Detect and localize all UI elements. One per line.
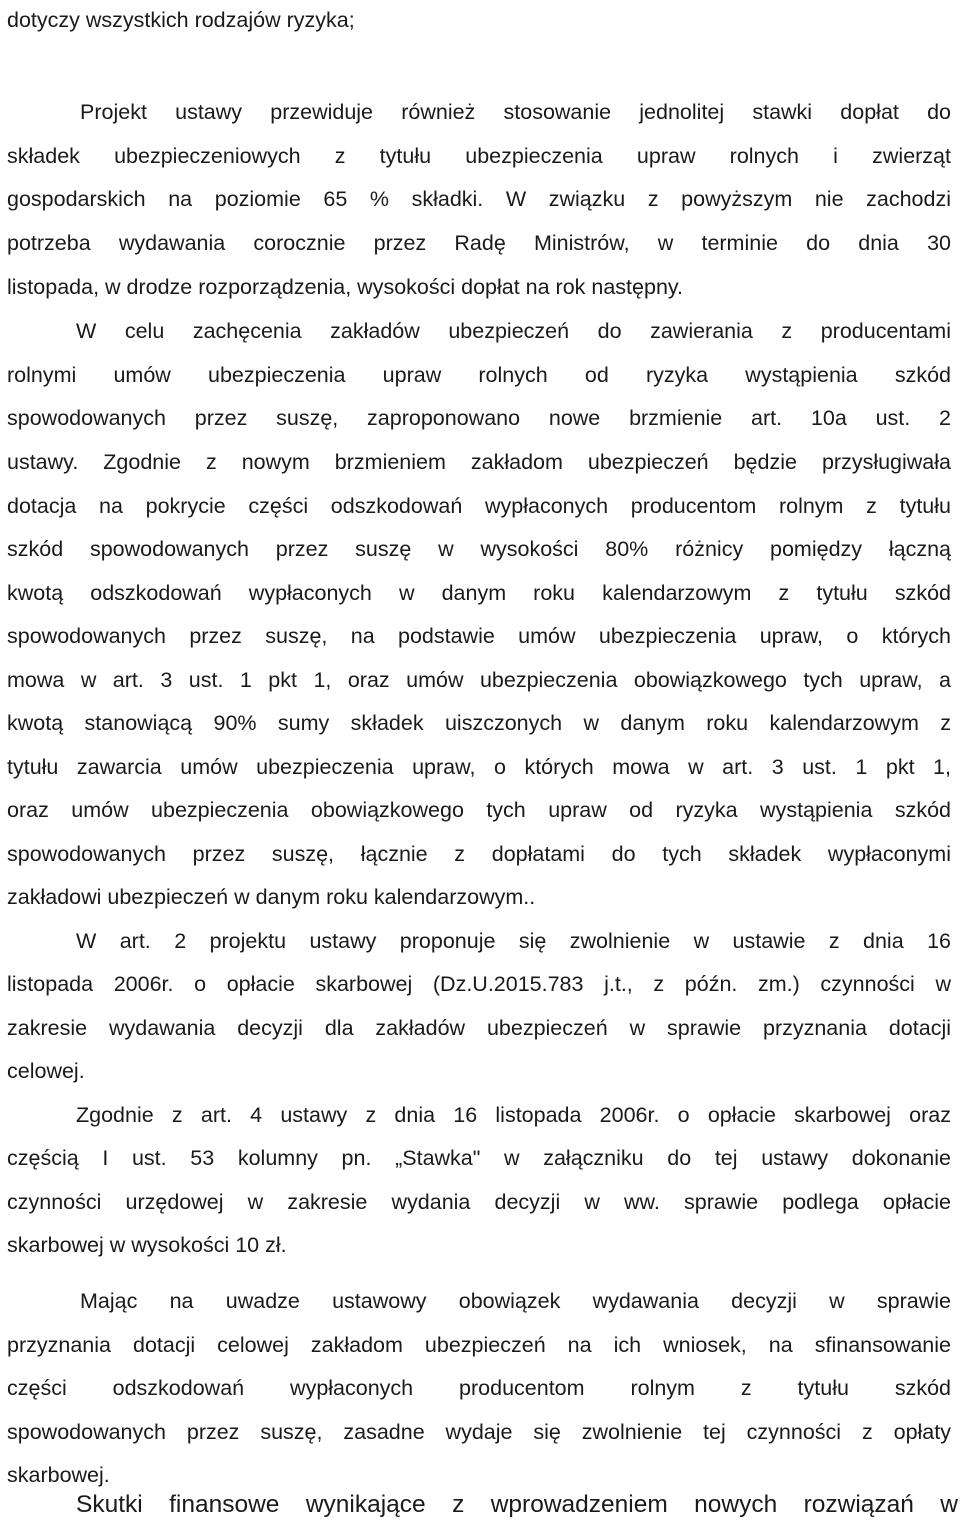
text-line: Zgodnie z art. 4 ustawy z dnia 16 listopada 2006r. o opłacie skarbowej oraz: [76, 1103, 951, 1127]
text-line: celowej.: [7, 1059, 85, 1083]
text-line: skarbowej w wysokości 10 zł.: [7, 1233, 287, 1257]
text-line: spowodowanych przez suszę, zasadne wydaje się zwolnienie tej czynności z opłaty: [7, 1420, 951, 1444]
text-line: W celu zachęcenia zakładów ubezpieczeń do zawierania z producentami: [76, 319, 951, 343]
text-line: skarbowej.: [7, 1463, 110, 1487]
text-line: ustawy. Zgodnie z nowym brzmieniem zakładom ubezpieczeń będzie przysługiwała: [7, 450, 951, 474]
text-line: listopada 2006r. o opłacie skarbowej (Dz.U.2015.783 j.t., z późn. zm.) czynności w: [7, 972, 951, 996]
text-line: tytułu zawarcia umów ubezpieczenia upraw, o których mowa w art. 3 ust. 1 pkt 1,: [7, 755, 951, 779]
text-line: listopada, w drodze rozporządzenia, wysokości dopłat na rok następny.: [7, 275, 684, 299]
text-line: kwotą odszkodowań wypłaconych w danym roku kalendarzowym z tytułu szkód: [7, 581, 951, 605]
text-line: rolnymi umów ubezpieczenia upraw rolnych od ryzyka wystąpienia szkód: [7, 363, 951, 387]
text-line: zakładowi ubezpieczeń w danym roku kalendarzowym..: [7, 885, 536, 909]
text-line: częścią I ust. 53 kolumny pn. „Stawka" w załączniku do tej ustawy dokonanie: [7, 1146, 951, 1170]
text-line: spowodowanych przez suszę, łącznie z dopłatami do tych składek wypłaconymi: [7, 842, 951, 866]
text-line: części odszkodowań wypłaconych producentom rolnym z tytułu szkód: [7, 1376, 951, 1400]
text-line: przyznania dotacji celowej zakładom ubezpieczeń na ich wniosek, na sfinansowanie: [7, 1333, 951, 1357]
text-line: W art. 2 projektu ustawy proponuje się zwolnienie w ustawie z dnia 16: [76, 929, 951, 953]
text-line: spowodowanych przez suszę, na podstawie umów ubezpieczenia upraw, o których: [7, 624, 951, 648]
text-line: mowa w art. 3 ust. 1 pkt 1, oraz umów ubezpieczenia obowiązkowego tych upraw, a: [7, 668, 951, 692]
text-line: dotyczy wszystkich rodzajów ryzyka;: [7, 8, 355, 32]
text-line: dotacja na pokrycie części odszkodowań wypłaconych producentom rolnym z tytułu: [7, 494, 951, 518]
text-line: spowodowanych przez suszę, zaproponowano nowe brzmienie art. 10a ust. 2: [7, 406, 951, 430]
text-line: składek ubezpieczeniowych z tytułu ubezpieczenia upraw rolnych i zwierząt: [7, 144, 951, 168]
text-line: gospodarskich na poziomie 65 % składki. W związku z powyższym nie zachodzi: [7, 187, 951, 211]
text-line: Projekt ustawy przewiduje również stosowanie jednolitej stawki dopłat do: [80, 100, 951, 124]
section-heading-line: Skutki finansowe wynikające z wprowadzeniem nowych rozwiązań w: [76, 1491, 958, 1518]
text-line: kwotą stanowiącą 90% sumy składek uiszczonych w danym roku kalendarzowym z: [7, 711, 951, 735]
text-line: potrzeba wydawania corocznie przez Radę Ministrów, w terminie do dnia 30: [7, 231, 951, 255]
text-line: szkód spowodowanych przez suszę w wysokości 80% różnicy pomiędzy łączną: [7, 537, 951, 561]
text-line: zakresie wydawania decyzji dla zakładów ubezpieczeń w sprawie przyznania dotacji: [7, 1016, 951, 1040]
text-line: czynności urzędowej w zakresie wydania decyzji w ww. sprawie podlega opłacie: [7, 1190, 951, 1214]
text-line: oraz umów ubezpieczenia obowiązkowego tych upraw od ryzyka wystąpienia szkód: [7, 798, 951, 822]
text-line: Mając na uwadze ustawowy obowiązek wydawania decyzji w sprawie: [80, 1289, 951, 1313]
